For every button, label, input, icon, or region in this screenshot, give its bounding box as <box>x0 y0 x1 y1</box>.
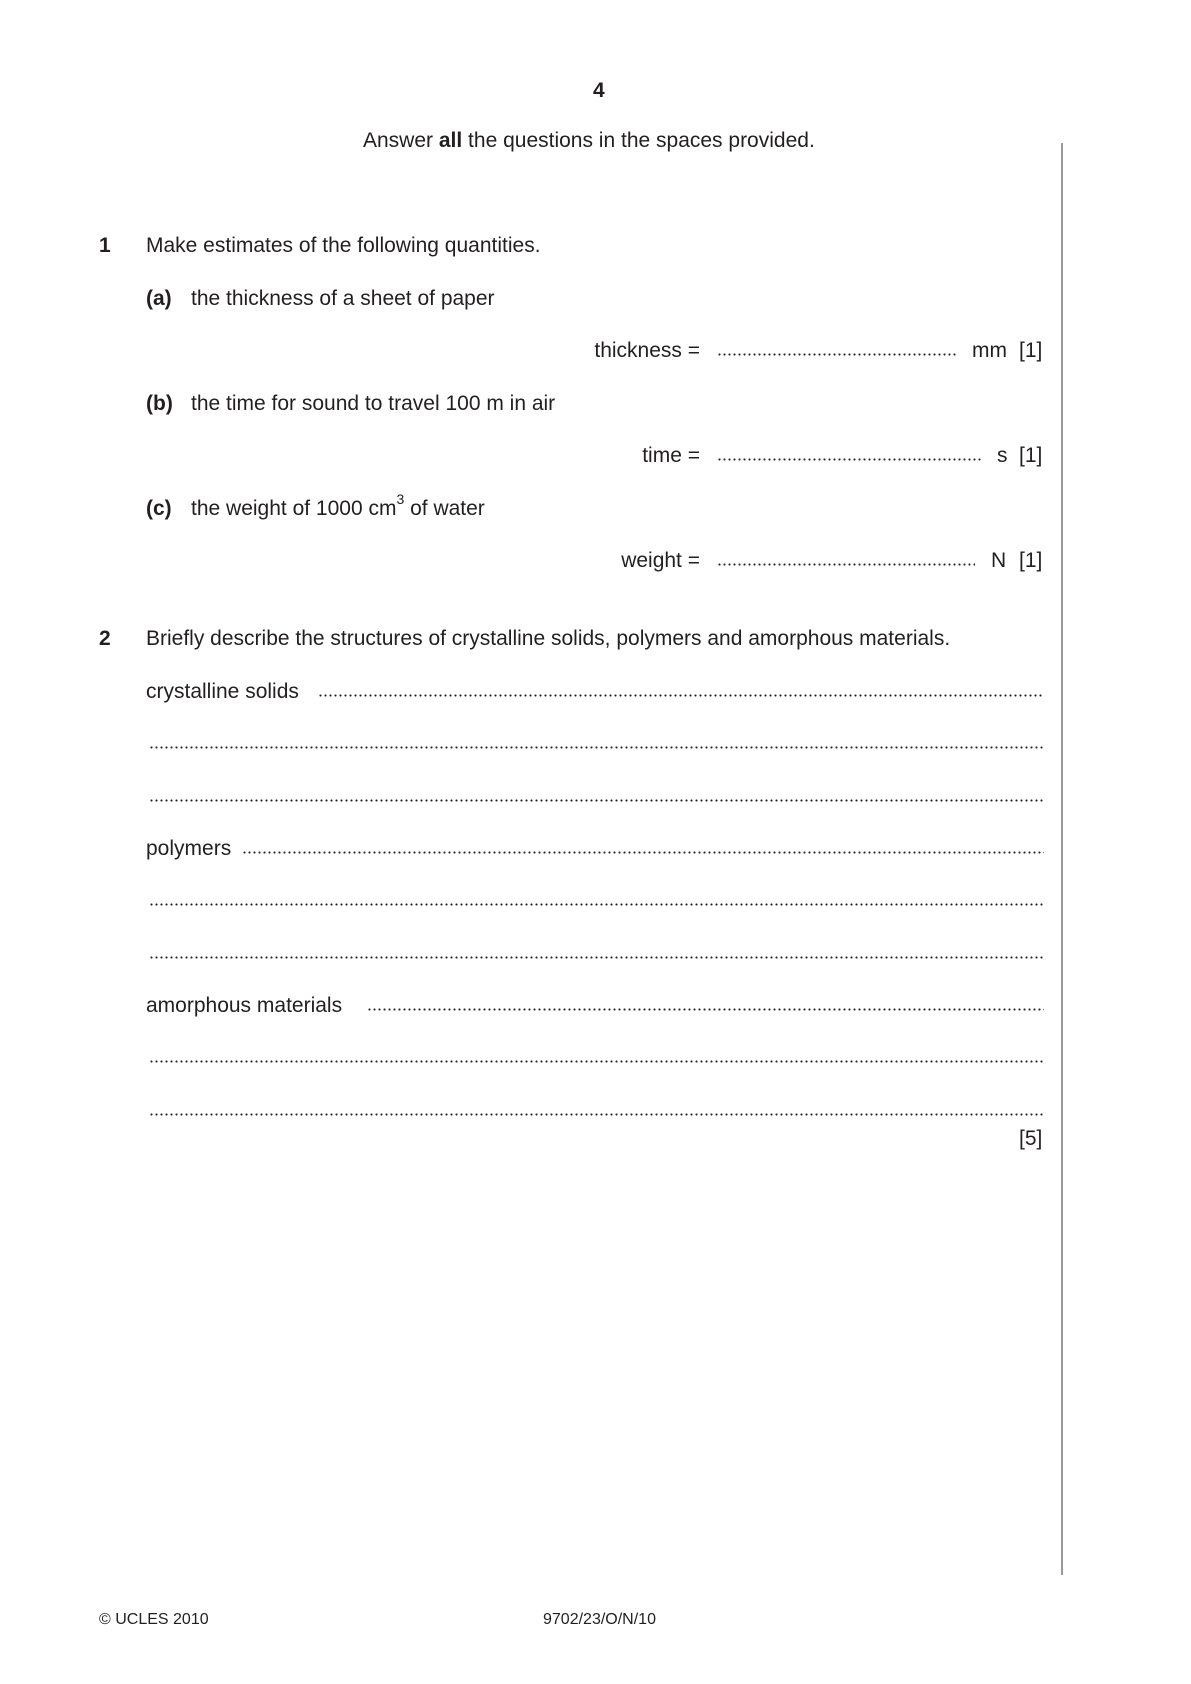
q2-marks: [5] <box>1019 1127 1043 1150</box>
question-1-number: 1 <box>99 234 111 257</box>
amorphous-answer-line-2[interactable] <box>149 1060 1044 1063</box>
crystalline-answer-line-2[interactable] <box>149 746 1044 749</box>
q1c-answer-field[interactable] <box>717 563 975 566</box>
q1a-text: the thickness of a sheet of paper <box>191 287 495 310</box>
instruction: Answer all the questions in the spaces provided. <box>363 129 815 152</box>
q1a-answer-field[interactable] <box>717 353 957 356</box>
q1c-answer-label: weight = <box>621 549 700 572</box>
q1a-marks: [1] <box>1019 339 1043 362</box>
amorphous-answer-line-1[interactable] <box>367 1008 1044 1011</box>
question-2-number: 2 <box>99 627 111 650</box>
q1b-answer-label: time = <box>642 444 700 467</box>
q1c-label: (c) <box>146 497 172 520</box>
question-1-stem: Make estimates of the following quantities. <box>146 234 541 257</box>
q1b-unit: s <box>997 444 1008 467</box>
footer-copyright: © UCLES 2010 <box>99 1611 209 1628</box>
margin-rule <box>1061 143 1063 1575</box>
q1c-marks: [1] <box>1019 549 1043 572</box>
crystalline-answer-line-3[interactable] <box>149 799 1044 802</box>
footer-paper-code: 9702/23/O/N/10 <box>543 1611 656 1628</box>
crystalline-label: crystalline solids <box>146 680 299 703</box>
q1b-answer-field[interactable] <box>717 458 982 461</box>
q1b-marks: [1] <box>1019 444 1043 467</box>
amorphous-answer-line-3[interactable] <box>149 1113 1044 1116</box>
q1b-label: (b) <box>146 392 173 415</box>
q1b-text: the time for sound to travel 100 m in air <box>191 392 556 415</box>
question-2-stem: Briefly describe the structures of crystalline solids, polymers and amorphous materials. <box>146 627 951 650</box>
page-number: 4 <box>593 79 605 102</box>
q1a-unit: mm <box>972 339 1007 362</box>
crystalline-answer-line-1[interactable] <box>318 694 1044 697</box>
polymers-label: polymers <box>146 837 232 860</box>
polymers-answer-line-1[interactable] <box>242 851 1044 854</box>
q1a-label: (a) <box>146 287 172 310</box>
q1a-answer-label: thickness = <box>594 339 700 362</box>
amorphous-label: amorphous materials <box>146 994 343 1017</box>
q1c-text: the weight of 1000 $cm^3$ of water <box>191 491 485 520</box>
polymers-answer-line-2[interactable] <box>149 903 1044 906</box>
q1c-unit: N <box>991 549 1007 572</box>
polymers-answer-line-3[interactable] <box>149 956 1044 959</box>
